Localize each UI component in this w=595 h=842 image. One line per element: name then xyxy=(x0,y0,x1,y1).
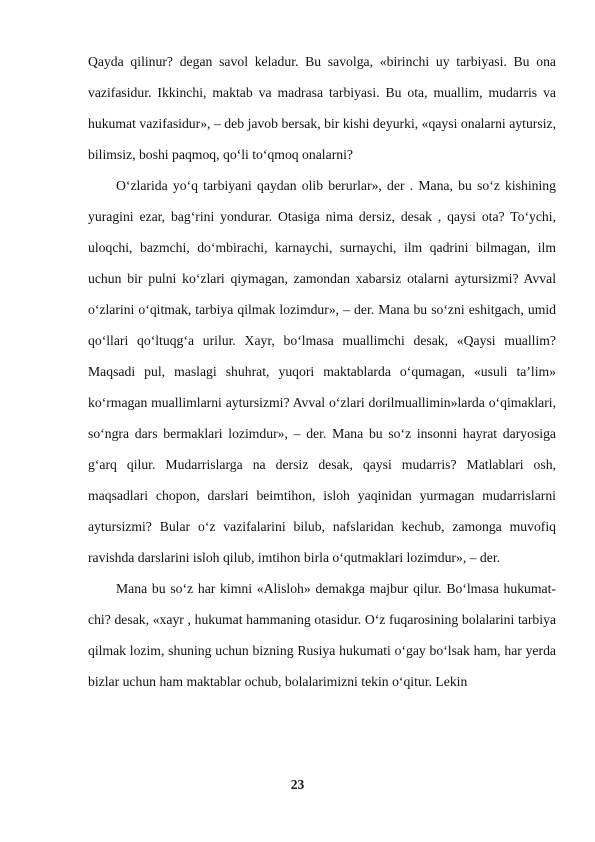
page-number: 23 xyxy=(290,777,305,792)
paragraph-1: Qayda qilinur? degan savol keladur. Bu savolga, «birinchi uy tarbiyasi. Bu ona vazifasidur. Ikkinchi, maktab va madrasa tarbiyasi. Bu ota, muallim, mudarris va hukumat vazifasidur», – deb javob bersak, bir kishi deyurki, «qaysi onalarni aytursiz, bilimsiz, boshi paqmoq, qo‘li to‘qmoq onalarni? xyxy=(88,54,556,162)
paragraph-2: O‘zlarida yo‘q tarbiyani qaydan olib berurlar», der . Mana, bu so‘z kishining yuragini ezar, bag‘rini yondurar. Otasiga nima dersiz, desak , qaysi ota? To‘ychi, uloqchi, bazmchi, do‘mbirachi, karnaychi, surnaychi, ilm qadrini bilmagan, ilm uchun bir pulni ko‘zlari qiymagan, zamondan xabarsiz otalarni aytursizmi? Avval o‘zlarini o‘qitmak, tarbiya qilmak lozimdur», – der. Mana bu so‘zni eshitgach, umid qo‘llari qo‘ltuqg‘a urilur. Xayr, bo‘lmasa muallimchi desak, «Qaysi muallim? Maqsadi pul, maslagi shuhrat, yuqori maktablarda o‘qumagan, «usuli ta’lim» ko‘rmagan muallimlarni aytursizmi? Avval o‘zlari dorilmuallimin»larda o‘qimaklari, so‘ngra dars bermaklari lozimdur», – der. Mana bu so‘z insonni hayrat daryosiga g‘arq qilur. Mudarrislarga na dersiz desak, qaysi mudarris? Matlablari osh, maqsadlari chopon, darslari beimtihon, isloh yaqinidan yurmagan mudarrislarni aytursizmi? Bular o‘z vazifalarini bilub, nafslaridan kechub, zamonga muvofiq ravishda darslarini isloh qilub, imtihon birla o‘qutmaklari lozimdur», – der. xyxy=(88,178,556,565)
paragraph-3: Mana bu so‘z har kimni «Alisloh» demakga majbur qilur. Bo‘lmasa hukumat-chi? desak, «xayr , hukumat hammaning otasidur. O‘z fuqarosining bolalarini tarbiya qilmak lozim, shuning uchun bizning Rusiya hukumati o‘gay bo‘lsak ham, har yerda bizlar uchun ham maktablar ochub, bolalarimizni tekin o‘qitur. Lekin xyxy=(88,581,556,689)
body-text xyxy=(88,46,556,697)
